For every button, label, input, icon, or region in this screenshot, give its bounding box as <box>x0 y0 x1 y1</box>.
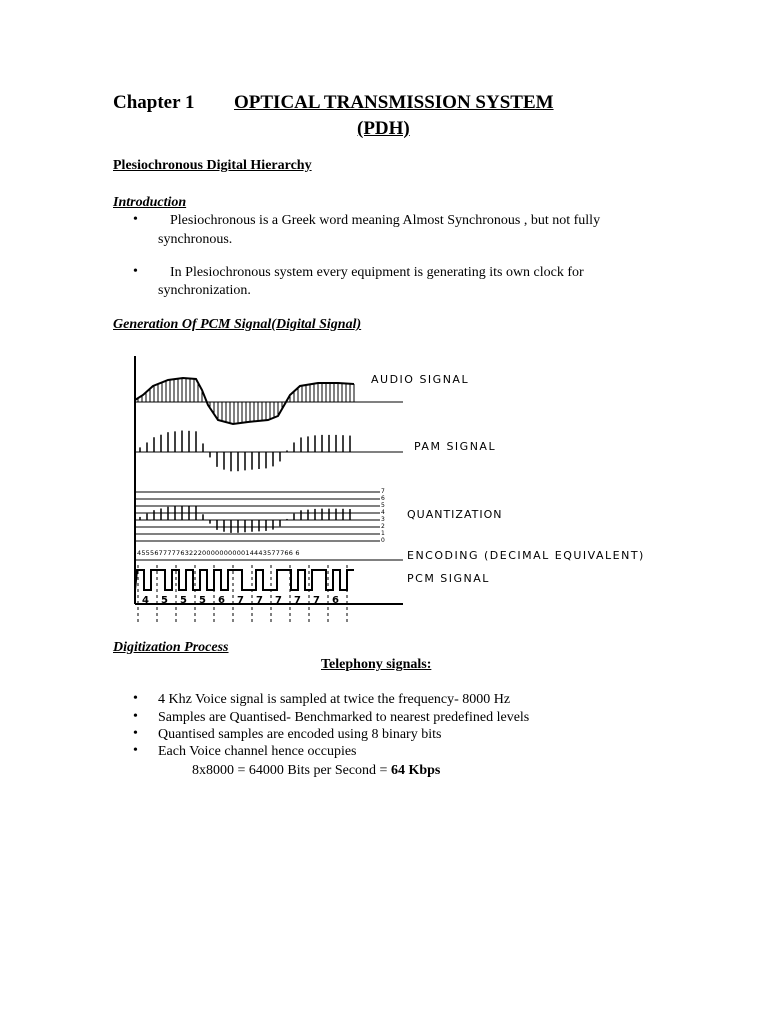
digitization-bullet: Samples are Quantised- Benchmarked to nearest predefined levels <box>158 710 530 725</box>
quantization-level-number: 5 <box>381 502 385 509</box>
bit-group-digit: 4 <box>142 595 149 606</box>
quantization-level-number: 7 <box>381 488 385 495</box>
pcm-signal-diagram <box>118 350 663 625</box>
bit-group-digit: 6 <box>218 595 225 606</box>
digitization-bullet: Quantised samples are encoded using 8 binary bits <box>158 727 442 742</box>
chapter-title: OPTICAL TRANSMISSION SYSTEM <box>234 92 554 113</box>
intro-bullet-1-line2: synchronous. <box>158 232 233 247</box>
bullet-icon: • <box>133 726 138 741</box>
bit-group-digit: 6 <box>332 595 339 606</box>
bullet-icon: • <box>133 691 138 706</box>
digitization-bullet: Each Voice channel hence occupies <box>158 744 357 759</box>
digitization-heading: Digitization Process <box>113 640 229 655</box>
bit-group-digit: 5 <box>199 595 206 606</box>
bit-group-digit: 7 <box>237 595 244 606</box>
subtitle: Plesiochronous Digital Hierarchy <box>113 158 312 173</box>
encoding-label: ENCODING (DECIMAL EQUIVALENT) <box>407 549 645 562</box>
pam-signal-label: PAM SIGNAL <box>414 440 497 453</box>
introduction-heading: Introduction <box>113 195 187 210</box>
quantization-level-number: 1 <box>381 530 385 537</box>
chapter-label: Chapter 1 <box>113 92 195 113</box>
bullet-icon: • <box>133 709 138 724</box>
quantization-level-number: 6 <box>381 495 385 502</box>
bit-group-digit: 7 <box>256 595 263 606</box>
quantization-level-number: 4 <box>381 509 385 516</box>
bit-group-digit: 7 <box>275 595 282 606</box>
pcm-signal-label: PCM SIGNAL <box>407 572 490 585</box>
bitrate-formula <box>192 762 440 780</box>
bit-group-digit: 5 <box>180 595 187 606</box>
quantization-label: QUANTIZATION <box>407 508 503 521</box>
pcm-waveform <box>135 570 354 590</box>
bitrate-result: 64 Kbps <box>390 763 441 778</box>
audio-signal-label: AUDIO SIGNAL <box>371 373 470 386</box>
bit-group-digit: 7 <box>294 595 301 606</box>
telephony-subheading: Telephony signals: <box>321 657 432 672</box>
quantization-level-number: 2 <box>381 523 385 530</box>
bullet-icon: • <box>133 743 138 758</box>
bullet-icon: • <box>133 212 138 227</box>
generation-heading: Generation Of PCM Signal(Digital Signal) <box>113 317 362 332</box>
intro-bullet-2-line2: synchronization. <box>158 283 251 298</box>
quantization-level-number: 3 <box>381 516 385 523</box>
digitization-bullet: 4 Khz Voice signal is sampled at twice the frequency- 8000 Hz <box>158 692 511 707</box>
intro-bullet-2-line1: In Plesiochronous system every equipment is generating its own clock for <box>170 265 584 280</box>
intro-bullet-1-line1: Plesiochronous is a Greek word meaning Almost Synchronous , but not fully <box>170 213 601 228</box>
audio-waveform <box>135 378 354 424</box>
chapter-title-sub: (PDH) <box>357 118 410 139</box>
bitrate-formula-text: 8x8000 = 64000 Bits per Second = <box>192 763 391 778</box>
bit-group-digit: 7 <box>313 595 320 606</box>
bullet-icon: • <box>133 264 138 279</box>
encoding-digits: 455567777763222000000000014443577766 6 <box>137 549 300 557</box>
quantization-level-number: 0 <box>381 537 385 544</box>
bit-group-digit: 5 <box>161 595 168 606</box>
